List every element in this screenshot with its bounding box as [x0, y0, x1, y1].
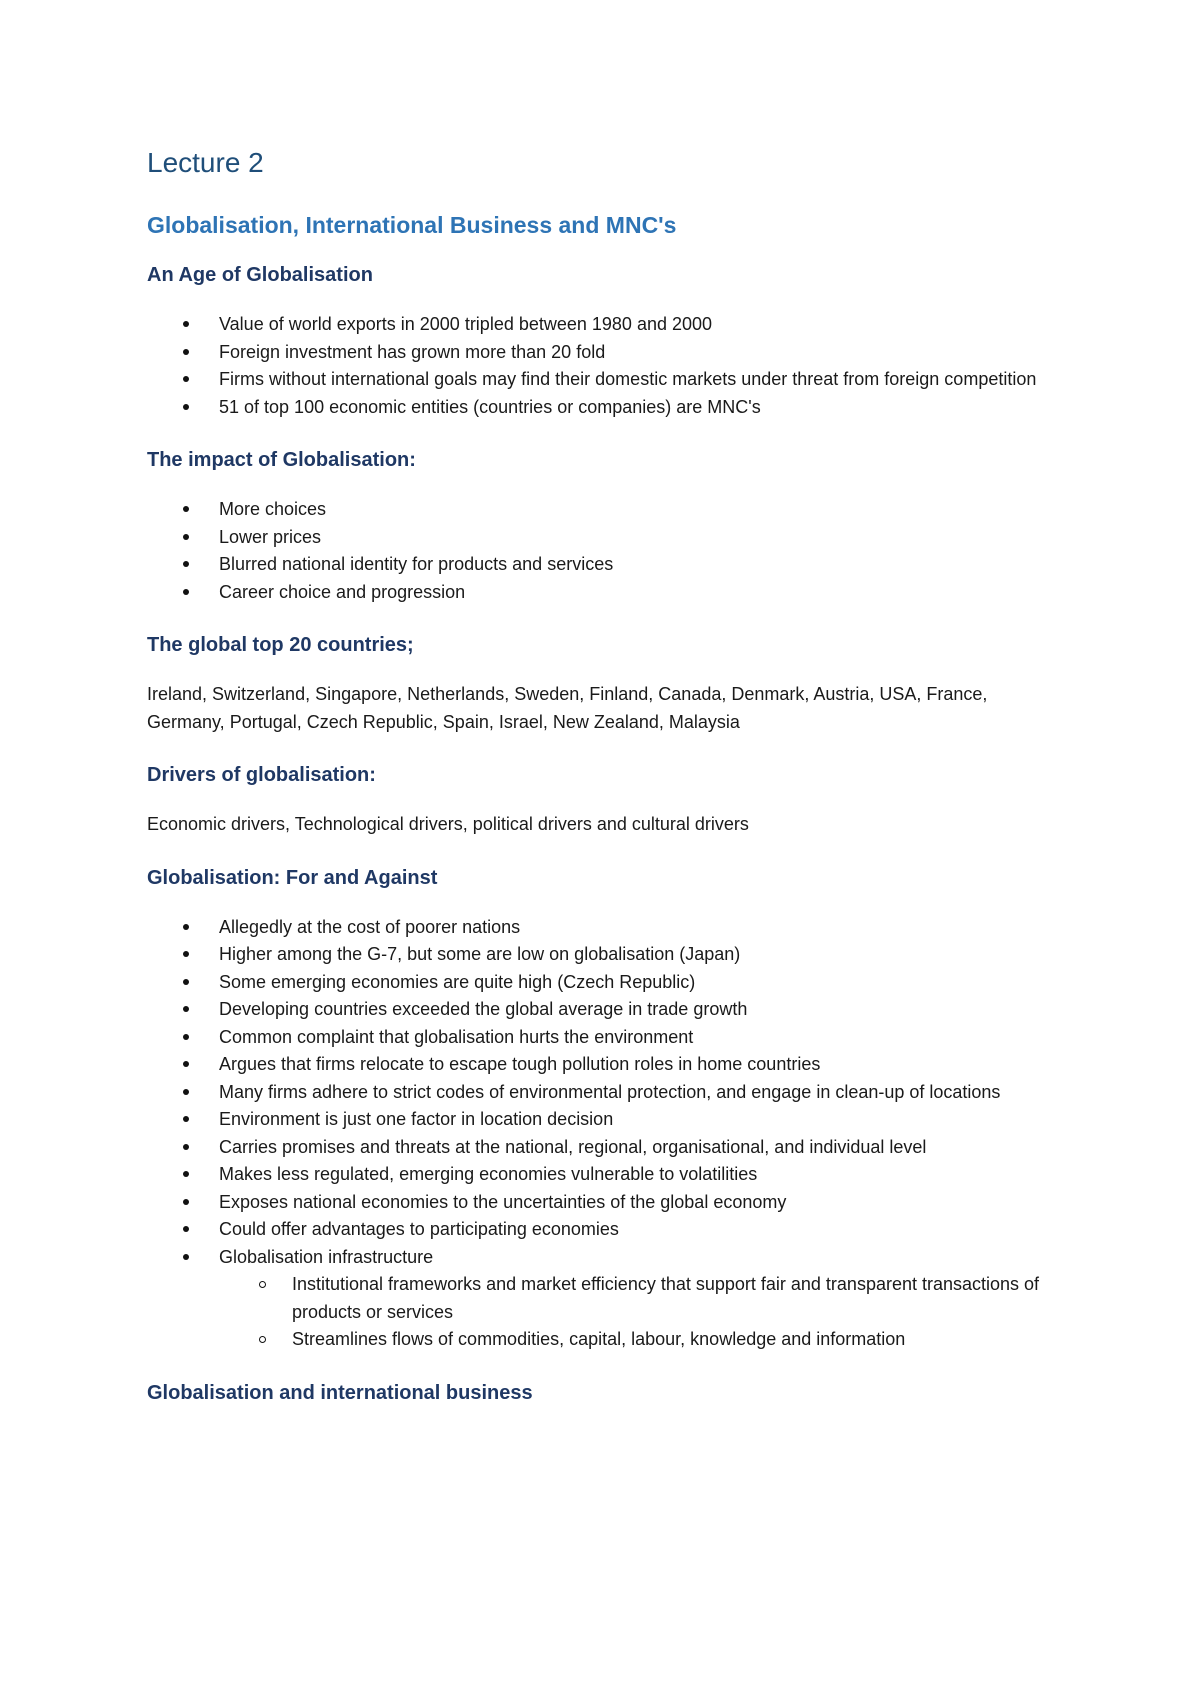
list-item: Streamlines flows of commodities, capital, labour, knowledge and information — [292, 1326, 1067, 1354]
list-item: Environment is just one factor in location decision — [147, 1106, 1067, 1134]
list-item: Blurred national identity for products and services — [147, 551, 1067, 579]
bullet-icon — [183, 321, 189, 327]
list-item: Developing countries exceeded the global average in trade growth — [147, 996, 1067, 1024]
bullet-icon — [183, 1226, 189, 1232]
list-item: Common complaint that globalisation hurts the environment — [147, 1024, 1067, 1052]
list-item: Higher among the G-7, but some are low on globalisation (Japan) — [147, 941, 1067, 969]
section-heading-for-against: Globalisation: For and Against — [147, 866, 438, 889]
paragraph-drivers: Economic drivers, Technological drivers, political drivers and cultural drivers — [147, 814, 749, 835]
sub-bullet-list-infrastructure — [147, 1271, 1067, 1354]
page-subtitle: Globalisation, International Business and MNC's — [147, 211, 677, 238]
bullet-icon — [183, 349, 189, 355]
bullet-list-for-against — [147, 914, 1067, 1272]
paragraph-top20: Ireland, Switzerland, Singapore, Netherlands, Sweden, Finland, Canada, Denmark, Austria, USA, France, Germany, Portugal, Czech Republic, Spain, Israel, New Zealand, Malaysia — [147, 684, 988, 732]
list-item: Some emerging economies are quite high (Czech Republic) — [147, 969, 1067, 997]
bullet-icon — [183, 1171, 189, 1177]
list-item: 51 of top 100 economic entities (countries or companies) are MNC's — [147, 394, 1067, 422]
hollow-bullet-icon — [259, 1336, 266, 1343]
bullet-icon — [183, 404, 189, 410]
list-item: Firms without international goals may find their domestic markets under threat from foreign competition — [147, 366, 1067, 394]
bullet-icon — [183, 979, 189, 985]
bullet-icon — [183, 924, 189, 930]
list-item: Lower prices — [147, 524, 1067, 552]
section-heading-intl-business: Globalisation and international business — [147, 1381, 533, 1404]
bullet-icon — [183, 376, 189, 382]
list-item: More choices — [147, 496, 1067, 524]
section-heading-impact: The impact of Globalisation: — [147, 449, 416, 472]
list-item: Many firms adhere to strict codes of environmental protection, and engage in clean-up of locations — [147, 1079, 1067, 1107]
bullet-icon — [183, 1254, 189, 1260]
bullet-icon — [183, 1144, 189, 1150]
bullet-icon — [183, 1089, 189, 1095]
list-item: Argues that firms relocate to escape tough pollution roles in home countries — [147, 1051, 1067, 1079]
list-item: Foreign investment has grown more than 20 fold — [147, 339, 1067, 367]
section-heading-top20: The global top 20 countries; — [147, 634, 414, 657]
section-heading-age: An Age of Globalisation — [147, 264, 373, 287]
list-item: Exposes national economies to the uncertainties of the global economy — [147, 1189, 1067, 1217]
bullet-icon — [183, 534, 189, 540]
bullet-icon — [183, 1061, 189, 1067]
document-page — [147, 146, 1067, 1429]
bullet-icon — [183, 1199, 189, 1205]
list-item: Makes less regulated, emerging economies vulnerable to volatilities — [147, 1161, 1067, 1189]
bullet-icon — [183, 1034, 189, 1040]
list-item: Carries promises and threats at the national, regional, organisational, and individual level — [147, 1134, 1067, 1162]
bullet-icon — [183, 1116, 189, 1122]
list-item: Institutional frameworks and market efficiency that support fair and transparent transactions of products or services — [292, 1271, 1067, 1326]
bullet-list-impact — [147, 496, 1067, 606]
bullet-icon — [183, 1006, 189, 1012]
bullet-list-age — [147, 311, 1067, 421]
page-title: Lecture 2 — [147, 147, 264, 178]
list-item: Globalisation infrastructure — [147, 1244, 1067, 1272]
list-item: Value of world exports in 2000 tripled between 1980 and 2000 — [147, 311, 1067, 339]
list-item: Career choice and progression — [147, 579, 1067, 607]
bullet-icon — [183, 506, 189, 512]
hollow-bullet-icon — [259, 1281, 266, 1288]
bullet-icon — [183, 951, 189, 957]
section-heading-drivers: Drivers of globalisation: — [147, 764, 376, 787]
list-item: Allegedly at the cost of poorer nations — [147, 914, 1067, 942]
bullet-icon — [183, 589, 189, 595]
list-item: Could offer advantages to participating economies — [147, 1216, 1067, 1244]
bullet-icon — [183, 561, 189, 567]
